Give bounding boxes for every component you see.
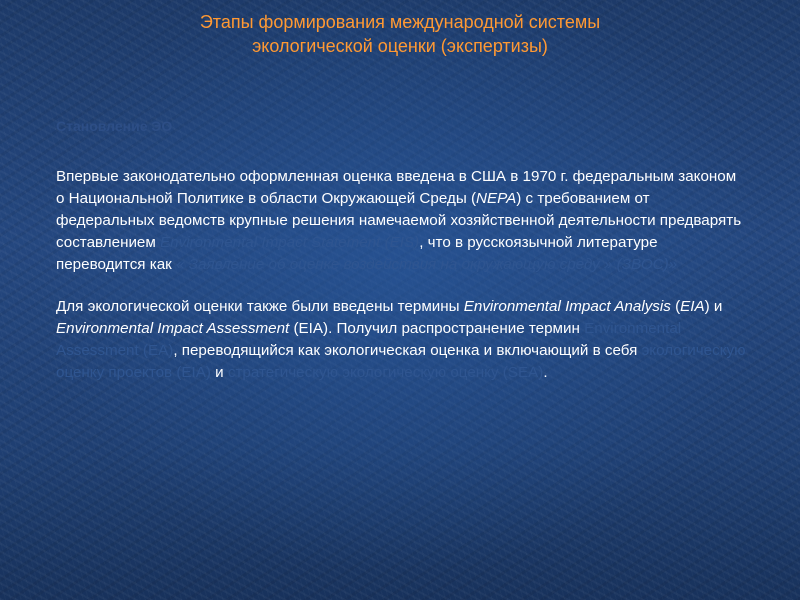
- p1-text-3: , что в русскоязычной литературе переводится как: [56, 234, 658, 273]
- p2-text-5: , переводящийся как экологическая оценка и включающий в себя: [173, 342, 642, 359]
- p2-text-7: .: [543, 364, 548, 381]
- p1-nepa-term: NEPA: [476, 190, 517, 207]
- link-sea[interactable]: стратегическую экологическую оценку (SEA): [227, 364, 544, 381]
- slide-title-line1: Этапы формирования международной системы: [199, 12, 601, 32]
- link-ea[interactable]: Environmental Assessment (EA): [56, 320, 682, 359]
- slide-body: [56, 166, 746, 384]
- slide-title: [100, 10, 700, 58]
- p2-text-3: ) и: [704, 298, 723, 315]
- paragraph-terms: [56, 296, 746, 384]
- p1-text-2: ) с требованием от федеральных ведомств крупные решения намечаемой хозяйственной деятельности предварять составлением: [56, 190, 742, 251]
- link-eis[interactable]: Environmental Impact Statement (EIS): [160, 234, 420, 251]
- p2-term-eia-abbr: EIA: [680, 298, 705, 315]
- p2-term-eia-analysis: Environmental Impact Analysis: [463, 298, 671, 315]
- paragraph-nepa: [56, 166, 746, 276]
- p2-text-4: (EIA). Получил распространение термин: [289, 320, 585, 337]
- p2-text-6: и: [210, 364, 228, 381]
- section-heading: Становление ЭО: [56, 118, 173, 134]
- slide-title-line2: экологической оценки (экспертизы): [252, 36, 548, 56]
- link-zvos[interactable]: « Заявление об оценке воздействия на окружающую среду » (ЗВОС)»: [176, 256, 678, 273]
- p2-text-2: (: [670, 298, 681, 315]
- link-eia-projects[interactable]: экологическую оценку проектов (EIA): [56, 342, 746, 381]
- p2-term-eia-assessment: Environmental Impact Assessment: [56, 320, 290, 337]
- p1-text-1: Впервые законодательно оформленная оценка введена в США в 1970 г. федеральным законом о Национальной Политике в области Окружающей Среды (: [56, 168, 737, 207]
- p2-text-1: Для экологической оценки также были введены термины: [56, 298, 464, 315]
